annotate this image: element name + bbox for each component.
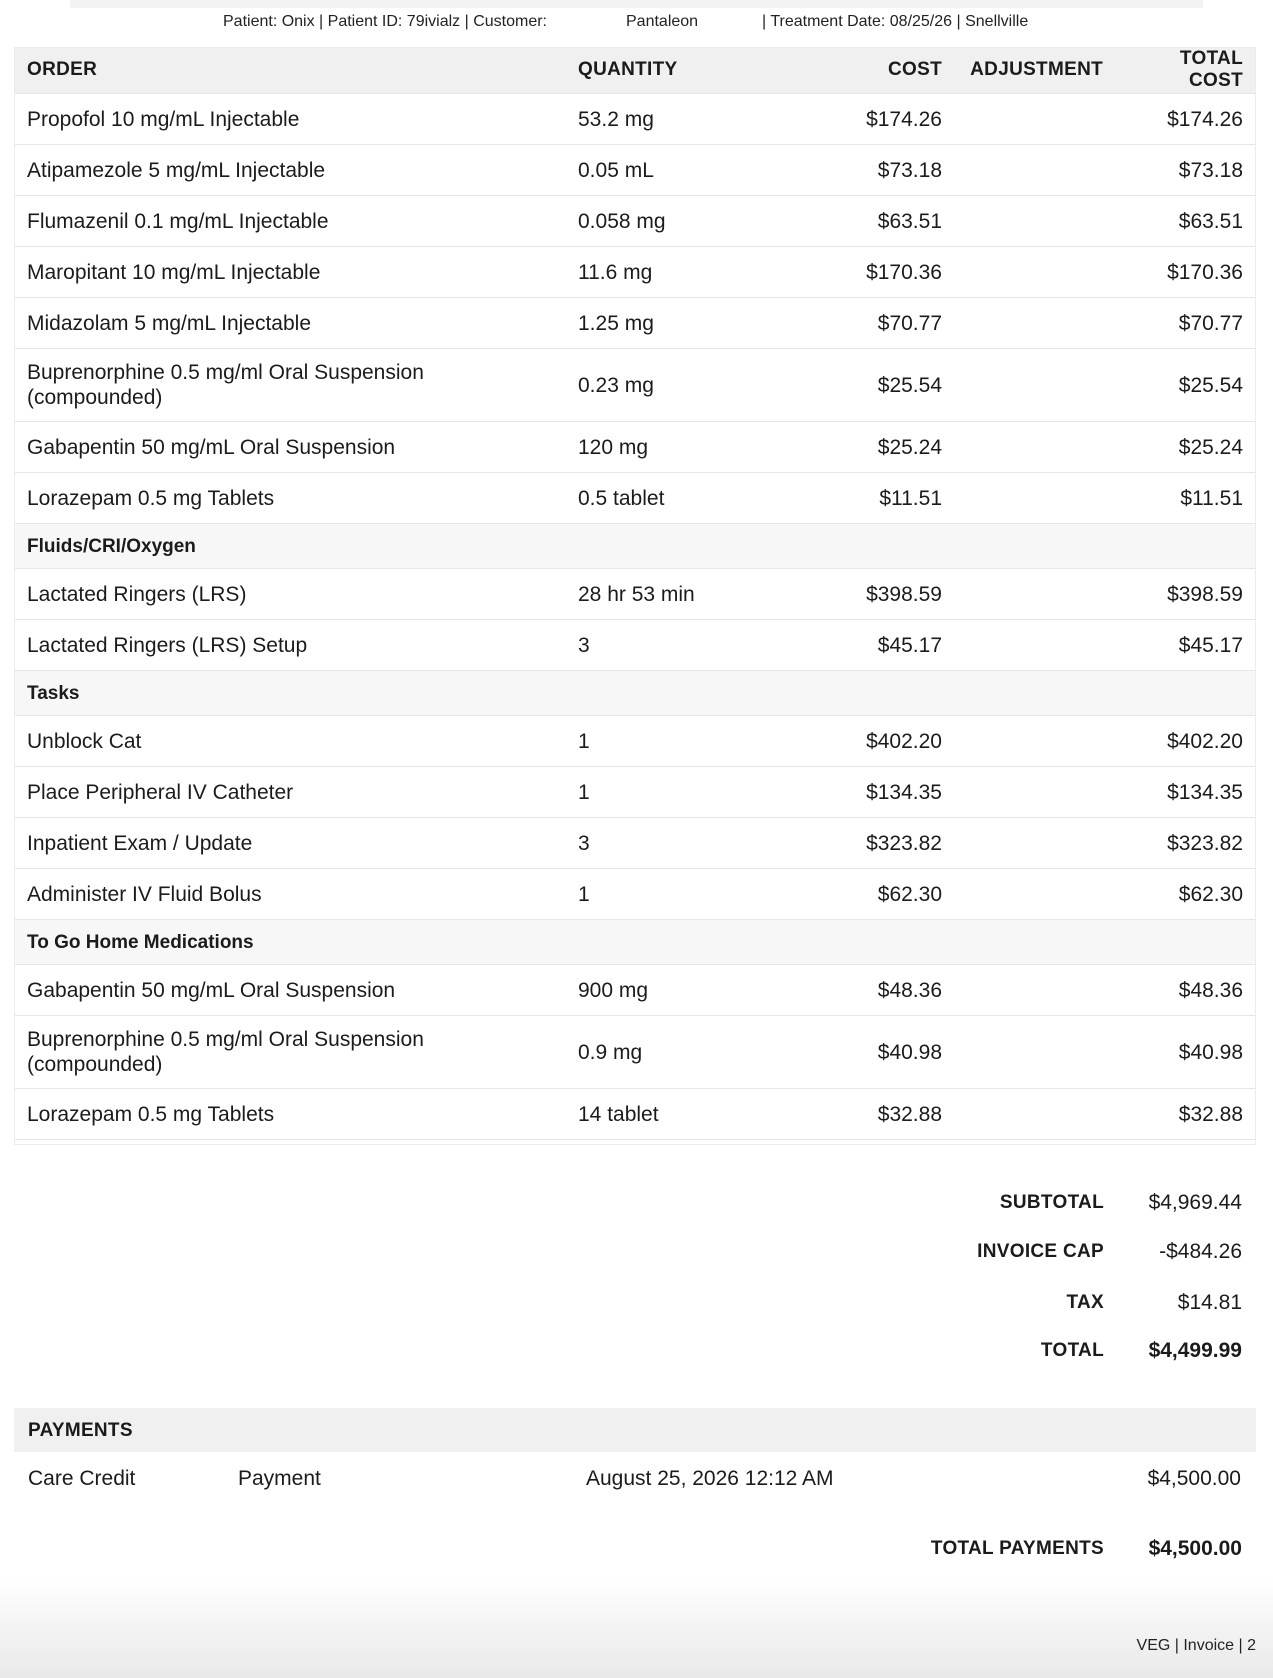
order-cost: $398.59 (765, 569, 955, 620)
order-cost: $32.88 (765, 1089, 955, 1140)
table-row (14, 196, 1256, 247)
table-row (14, 247, 1256, 298)
subtotal-value: $4,969.44 (1148, 1191, 1242, 1214)
order-total-cost: $323.82 (1116, 818, 1256, 869)
order-name: Buprenorphine 0.5 mg/ml Oral Suspension (compounded) (14, 349, 565, 422)
order-cost: $25.24 (765, 422, 955, 473)
orders-table (14, 47, 1256, 1140)
order-quantity: 1 (565, 716, 765, 767)
invoice-header (0, 12, 1273, 34)
order-name: Lactated Ringers (LRS) Setup (14, 620, 565, 671)
order-total-cost: $70.77 (1116, 298, 1256, 349)
order-cost: $402.20 (765, 716, 955, 767)
table-row (14, 94, 1256, 145)
order-adjustment (955, 767, 1116, 818)
order-quantity: 0.05 mL (565, 145, 765, 196)
order-name: Inpatient Exam / Update (14, 818, 565, 869)
total-payments-label: TOTAL PAYMENTS (930, 1538, 1104, 1559)
customer-name: Pantaleon (626, 13, 699, 30)
order-adjustment (955, 1016, 1116, 1089)
table-row (14, 298, 1256, 349)
col-header-order: ORDER (14, 47, 565, 94)
order-total-cost: $25.24 (1116, 422, 1256, 473)
order-adjustment (955, 94, 1116, 145)
total-value: $4,499.99 (1148, 1339, 1242, 1362)
order-cost: $170.36 (765, 247, 955, 298)
table-row (14, 349, 1256, 422)
section-header-row (14, 671, 1256, 716)
order-cost: $11.51 (765, 473, 955, 524)
table-row (14, 1089, 1256, 1140)
order-adjustment (955, 716, 1116, 767)
order-total-cost: $25.54 (1116, 349, 1256, 422)
order-name: Administer IV Fluid Bolus (14, 869, 565, 920)
order-quantity: 0.058 mg (565, 196, 765, 247)
order-quantity: 120 mg (565, 422, 765, 473)
section-header-row (14, 524, 1256, 569)
table-row (14, 869, 1256, 920)
order-quantity: 3 (565, 620, 765, 671)
order-cost: $174.26 (765, 94, 955, 145)
order-quantity: 28 hr 53 min (565, 569, 765, 620)
order-adjustment (955, 473, 1116, 524)
order-adjustment (955, 422, 1116, 473)
table-row (14, 767, 1256, 818)
invoice-cap-row (0, 1239, 1273, 1269)
order-total-cost: $398.59 (1116, 569, 1256, 620)
order-total-cost: $48.36 (1116, 965, 1256, 1016)
order-name: Buprenorphine 0.5 mg/ml Oral Suspension (compounded) (14, 1016, 565, 1089)
order-quantity: 0.23 mg (565, 349, 765, 422)
col-header-quantity: QUANTITY (565, 47, 765, 94)
table-row (14, 1016, 1256, 1089)
order-adjustment (955, 620, 1116, 671)
subtotal-row (0, 1190, 1273, 1220)
payment-type: Payment (238, 1467, 321, 1490)
order-adjustment (955, 569, 1116, 620)
col-header-cost: COST (765, 47, 955, 94)
total-row (0, 1338, 1273, 1368)
order-name: Lactated Ringers (LRS) (14, 569, 565, 620)
invoice-cap-value: -$484.26 (1159, 1240, 1242, 1263)
order-name: Flumazenil 0.1 mg/mL Injectable (14, 196, 565, 247)
order-total-cost: $62.30 (1116, 869, 1256, 920)
order-quantity: 1.25 mg (565, 298, 765, 349)
order-total-cost: $40.98 (1116, 1016, 1256, 1089)
order-cost: $62.30 (765, 869, 955, 920)
table-row (14, 965, 1256, 1016)
tax-row (0, 1290, 1273, 1320)
table-row (14, 422, 1256, 473)
order-cost: $134.35 (765, 767, 955, 818)
page-footer: VEG | Invoice | 2 (1136, 1637, 1256, 1654)
payment-method: Care Credit (28, 1467, 136, 1490)
order-adjustment (955, 145, 1116, 196)
page-bottom-shade (0, 1580, 1273, 1678)
section-label: Fluids/CRI/Oxygen (14, 524, 1256, 569)
total-payments-value: $4,500.00 (1148, 1537, 1242, 1560)
order-total-cost: $174.26 (1116, 94, 1256, 145)
table-row (14, 473, 1256, 524)
patient-info: Patient: Onix | Patient ID: 79ivialz | Customer: (223, 13, 547, 30)
order-name: Midazolam 5 mg/mL Injectable (14, 298, 565, 349)
order-name: Place Peripheral IV Catheter (14, 767, 565, 818)
order-name: Propofol 10 mg/mL Injectable (14, 94, 565, 145)
order-quantity: 1 (565, 869, 765, 920)
table-row (14, 716, 1256, 767)
order-cost: $63.51 (765, 196, 955, 247)
subtotal-label: SUBTOTAL (999, 1192, 1104, 1213)
section-label: Tasks (14, 671, 1256, 716)
order-quantity: 900 mg (565, 965, 765, 1016)
order-adjustment (955, 349, 1116, 422)
order-quantity: 14 tablet (565, 1089, 765, 1140)
order-quantity: 3 (565, 818, 765, 869)
top-edge-bar (70, 0, 1203, 8)
order-adjustment (955, 247, 1116, 298)
order-adjustment (955, 1089, 1116, 1140)
treatment-date-location: | Treatment Date: 08/25/26 | Snellville (762, 13, 1029, 30)
section-header-row (14, 920, 1256, 965)
col-header-adjustment: ADJUSTMENT (955, 47, 1116, 94)
order-cost: $323.82 (765, 818, 955, 869)
order-total-cost: $170.36 (1116, 247, 1256, 298)
col-header-total-cost: TOTAL COST (1116, 47, 1256, 94)
table-row (14, 620, 1256, 671)
order-cost: $40.98 (765, 1016, 955, 1089)
table-header-row (14, 47, 1256, 94)
order-total-cost: $134.35 (1116, 767, 1256, 818)
order-total-cost: $73.18 (1116, 145, 1256, 196)
order-adjustment (955, 818, 1116, 869)
order-quantity: 11.6 mg (565, 247, 765, 298)
order-name: Maropitant 10 mg/mL Injectable (14, 247, 565, 298)
order-name: Lorazepam 0.5 mg Tablets (14, 473, 565, 524)
order-cost: $45.17 (765, 620, 955, 671)
order-total-cost: $11.51 (1116, 473, 1256, 524)
orders-table-body (14, 94, 1256, 1140)
section-label: To Go Home Medications (14, 920, 1256, 965)
order-name: Atipamezole 5 mg/mL Injectable (14, 145, 565, 196)
order-cost: $25.54 (765, 349, 955, 422)
order-total-cost: $63.51 (1116, 196, 1256, 247)
order-quantity: 0.9 mg (565, 1016, 765, 1089)
order-name: Unblock Cat (14, 716, 565, 767)
order-cost: $48.36 (765, 965, 955, 1016)
invoice-cap-label: INVOICE CAP (977, 1241, 1104, 1262)
total-label: TOTAL (1040, 1340, 1104, 1361)
order-name: Gabapentin 50 mg/mL Oral Suspension (14, 965, 565, 1016)
order-cost: $73.18 (765, 145, 955, 196)
table-row (14, 818, 1256, 869)
payment-row (14, 1456, 1256, 1500)
order-adjustment (955, 298, 1116, 349)
table-row (14, 145, 1256, 196)
tax-value: $14.81 (1177, 1291, 1242, 1314)
order-adjustment (955, 869, 1116, 920)
payments-header (14, 1408, 1256, 1452)
order-adjustment (955, 965, 1116, 1016)
order-name: Lorazepam 0.5 mg Tablets (14, 1089, 565, 1140)
order-quantity: 53.2 mg (565, 94, 765, 145)
order-quantity: 1 (565, 767, 765, 818)
table-row (14, 569, 1256, 620)
order-adjustment (955, 196, 1116, 247)
order-name: Gabapentin 50 mg/mL Oral Suspension (14, 422, 565, 473)
order-total-cost: $402.20 (1116, 716, 1256, 767)
payments-title: PAYMENTS (28, 1420, 133, 1441)
payment-amount: $4,500.00 (1147, 1467, 1241, 1490)
tax-label: TAX (1066, 1292, 1104, 1313)
payment-date: August 25, 2026 12:12 AM (586, 1467, 834, 1490)
order-quantity: 0.5 tablet (565, 473, 765, 524)
order-total-cost: $32.88 (1116, 1089, 1256, 1140)
order-cost: $70.77 (765, 298, 955, 349)
order-total-cost: $45.17 (1116, 620, 1256, 671)
